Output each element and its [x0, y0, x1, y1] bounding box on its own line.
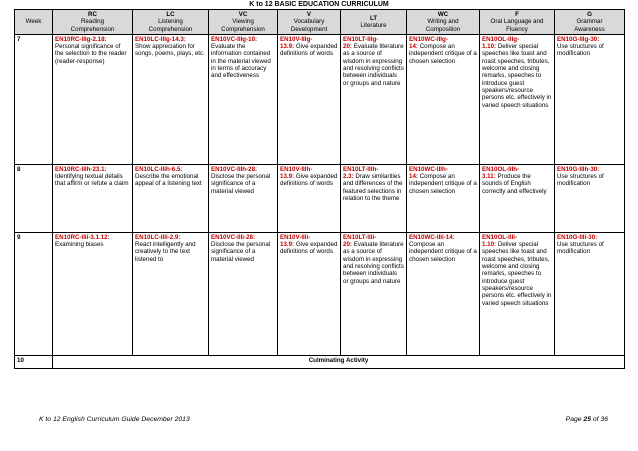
- table-header-row: [15, 10, 625, 35]
- competency-description: Use structures of modification: [557, 241, 604, 256]
- competency-description: Disclose the personal significance of a material viewed: [211, 173, 271, 195]
- header-code: VC: [238, 11, 248, 18]
- header-vc: [209, 10, 278, 35]
- competency-code: EN10LT-IIIi-: [343, 233, 377, 241]
- week-row: [15, 164, 625, 232]
- header-label: Comprehension: [221, 25, 265, 33]
- header-week: Week: [15, 10, 53, 35]
- competency-cell: [341, 164, 407, 232]
- competency-code-cont: 1.10:: [482, 241, 497, 249]
- competency-code: EN10VC-IIIh-28:: [211, 165, 258, 173]
- competency-cell: [133, 164, 209, 232]
- header-code: LT: [369, 14, 378, 22]
- competency-cell: [209, 34, 278, 164]
- competency-description: Give expanded definitions of words: [280, 43, 338, 58]
- competency-description: Compose an independent critique of a chosen selection: [409, 173, 477, 195]
- header-code: V: [306, 11, 312, 18]
- page-current: 25: [583, 416, 591, 423]
- header-label: Fluency: [506, 25, 528, 33]
- curriculum-table: [14, 9, 625, 369]
- competency-code: EN10G-IIIi-30:: [557, 233, 598, 241]
- competency-description: Deliver special speeches like toast and roast speeches, tributes, welcome and closing remarks, speeches to introduce guest speakers/resource persons etc. effectively in varied speech situations: [482, 43, 552, 109]
- competency-code: EN10WC-IIIi-14:: [409, 233, 455, 241]
- competency-cell: [209, 232, 278, 355]
- competency-code-cont: 14:: [409, 173, 418, 181]
- page-prefix: Page: [565, 416, 584, 423]
- header-v: [278, 10, 341, 35]
- competency-description: React intelligently and creatively to the text listened to: [135, 241, 196, 263]
- header-code: LC: [166, 11, 175, 18]
- competency-description: Evaluate the information contained in the material viewed in terms of accuracy and effectiveness: [211, 43, 271, 80]
- header-lc: [133, 10, 209, 35]
- competency-description: Examining biases: [55, 241, 104, 249]
- week-row: [15, 34, 625, 164]
- competency-code: EN10V-IIIh-: [280, 165, 313, 173]
- competency-code: EN10WC-IIIg-: [409, 35, 448, 43]
- competency-code-cont: 13.9:: [280, 241, 295, 249]
- competency-description: Describe the emotional appeal of a listening text: [135, 173, 202, 188]
- header-code: G: [587, 11, 592, 18]
- competency-description: Use structures of modification: [557, 173, 604, 188]
- footer-guide-title: K to 12 English Curriculum Guide December 2013: [39, 416, 190, 423]
- competency-description: Personal significance of the selection to the reader (reader-response): [55, 43, 127, 65]
- week-number: 8: [15, 164, 53, 232]
- competency-code: EN10VC-IIIg-10:: [211, 35, 258, 43]
- competency-code: EN10WC-IIIh-: [409, 165, 448, 173]
- header-wc: [407, 10, 480, 35]
- week-10-row: [15, 355, 625, 368]
- document-title: K to 12 BASIC EDUCATION CURRICULUM: [249, 1, 389, 8]
- competency-code-cont: 13.9:: [280, 43, 295, 51]
- competency-description: Evaluate literature as a source of wisdom in expressing and resolving conflicts between individuals or groups and nature: [343, 241, 404, 285]
- footer-page-number: [566, 416, 608, 423]
- competency-cell: [407, 232, 480, 355]
- culminating-activity: Culminating Activity: [53, 355, 625, 368]
- header-label: Reading: [80, 18, 105, 26]
- competency-code: EN10VC-IIIi-28:: [211, 233, 256, 241]
- header-label: Literature: [360, 21, 387, 29]
- competency-description: Compose an independent critique of a chosen selection: [409, 43, 477, 65]
- header-code: RC: [88, 11, 97, 18]
- header-rc: [53, 10, 133, 35]
- competency-cell: [555, 34, 625, 164]
- header-label: Composition: [425, 25, 461, 33]
- week-number: 7: [15, 34, 53, 164]
- competency-code: EN10OL-IIIg-: [482, 35, 520, 43]
- competency-code: EN10RC-IIIg-2.18:: [55, 35, 107, 43]
- competency-code: EN10LC-IIIg-14.3:: [135, 35, 186, 43]
- competency-code-cont: 1.10:: [482, 43, 497, 51]
- competency-cell: [555, 164, 625, 232]
- competency-code: EN10OL-IIIh-: [482, 165, 520, 173]
- competency-cell: [53, 164, 133, 232]
- competency-code: EN10G-IIIh-30:: [557, 165, 600, 173]
- competency-code: EN10RC-IIIh-23.1:: [55, 165, 107, 173]
- header-label: Grammar: [576, 18, 603, 26]
- competency-code: EN10LC-IIIi-2.9:: [135, 233, 181, 241]
- competency-cell: [133, 232, 209, 355]
- competency-code-cont: 20:: [343, 43, 352, 51]
- competency-cell: [407, 34, 480, 164]
- header-label: Vocabulary: [293, 18, 325, 26]
- competency-code: EN10V-IIIi-: [280, 233, 311, 241]
- competency-code: EN10LT-IIIh-: [343, 165, 379, 173]
- competency-description: Identifying textual details that affirm or refute a claim: [55, 173, 129, 188]
- competency-code: EN10V-IIIg-: [280, 35, 313, 43]
- header-code: F: [515, 11, 519, 18]
- page-suffix: of 36: [590, 416, 608, 423]
- competency-code: EN10RC-IIIi-3.1.12:: [55, 233, 110, 241]
- header-label: Listening: [158, 18, 183, 26]
- competency-code-cont: 3.11:: [482, 173, 496, 181]
- competency-cell: [480, 164, 555, 232]
- week-number: 10: [15, 355, 53, 368]
- competency-cell: [341, 232, 407, 355]
- header-label: Oral Language and: [490, 18, 544, 26]
- competency-code-cont: 14:: [409, 43, 418, 51]
- competency-code-cont: 2.3:: [343, 173, 354, 181]
- header-label: Comprehension: [148, 25, 193, 33]
- competency-cell: [278, 164, 341, 232]
- header-lt: [341, 10, 407, 35]
- competency-description: Produce the sounds of English correctly and effectively: [482, 173, 547, 195]
- competency-description: Use structures of modification: [557, 43, 604, 58]
- competency-description: Give expanded definitions of words: [280, 173, 338, 188]
- competency-description: Give expanded definitions of words: [280, 241, 338, 256]
- competency-description: Draw similarities and differences of the featured selections in relation to the theme: [343, 173, 403, 203]
- header-f: [480, 10, 555, 35]
- competency-code: EN10OL-IIIi-: [482, 233, 518, 241]
- competency-description: Show appreciation for songs, poems, plays, etc.: [135, 43, 205, 58]
- competency-cell: [278, 232, 341, 355]
- competency-description: Disclose the personal significance of a material viewed: [211, 241, 271, 263]
- header-label: Writing and: [427, 18, 459, 26]
- competency-cell: [53, 232, 133, 355]
- header-code: WC: [437, 11, 449, 18]
- header-label: Viewing: [232, 18, 254, 26]
- week-row: [15, 232, 625, 355]
- competency-code: EN10G-IIIg-30:: [557, 35, 600, 43]
- competency-code-cont: 20:: [343, 241, 352, 249]
- competency-cell: [480, 34, 555, 164]
- competency-cell: [480, 232, 555, 355]
- competency-cell: [209, 164, 278, 232]
- header-label: Awareness: [574, 25, 605, 33]
- competency-code-cont: 13.9:: [280, 173, 295, 181]
- competency-cell: [133, 34, 209, 164]
- competency-code: EN10LC-IIIh-6.5:: [135, 165, 183, 173]
- competency-description: Deliver special speeches like toast and roast speeches, tributes, welcome and closing remarks, speeches to introduce guest speakers/resource persons etc. effectively in varied speech situations: [482, 241, 552, 307]
- competency-description: Evaluate literature as a source of wisdom in expressing and resolving conflicts between individuals or groups and nature: [343, 43, 404, 87]
- competency-code: EN10LT-IIIg-: [343, 35, 379, 43]
- competency-cell: [278, 34, 341, 164]
- header-g: [555, 10, 625, 35]
- competency-cell: [341, 34, 407, 164]
- header-label: Comprehension: [70, 25, 115, 33]
- competency-cell: [53, 34, 133, 164]
- week-number: 9: [15, 232, 53, 355]
- competency-cell: [555, 232, 625, 355]
- competency-cell: [407, 164, 480, 232]
- competency-description: Compose an independent critique of a chosen selection: [409, 241, 477, 263]
- header-label: Development: [290, 25, 328, 33]
